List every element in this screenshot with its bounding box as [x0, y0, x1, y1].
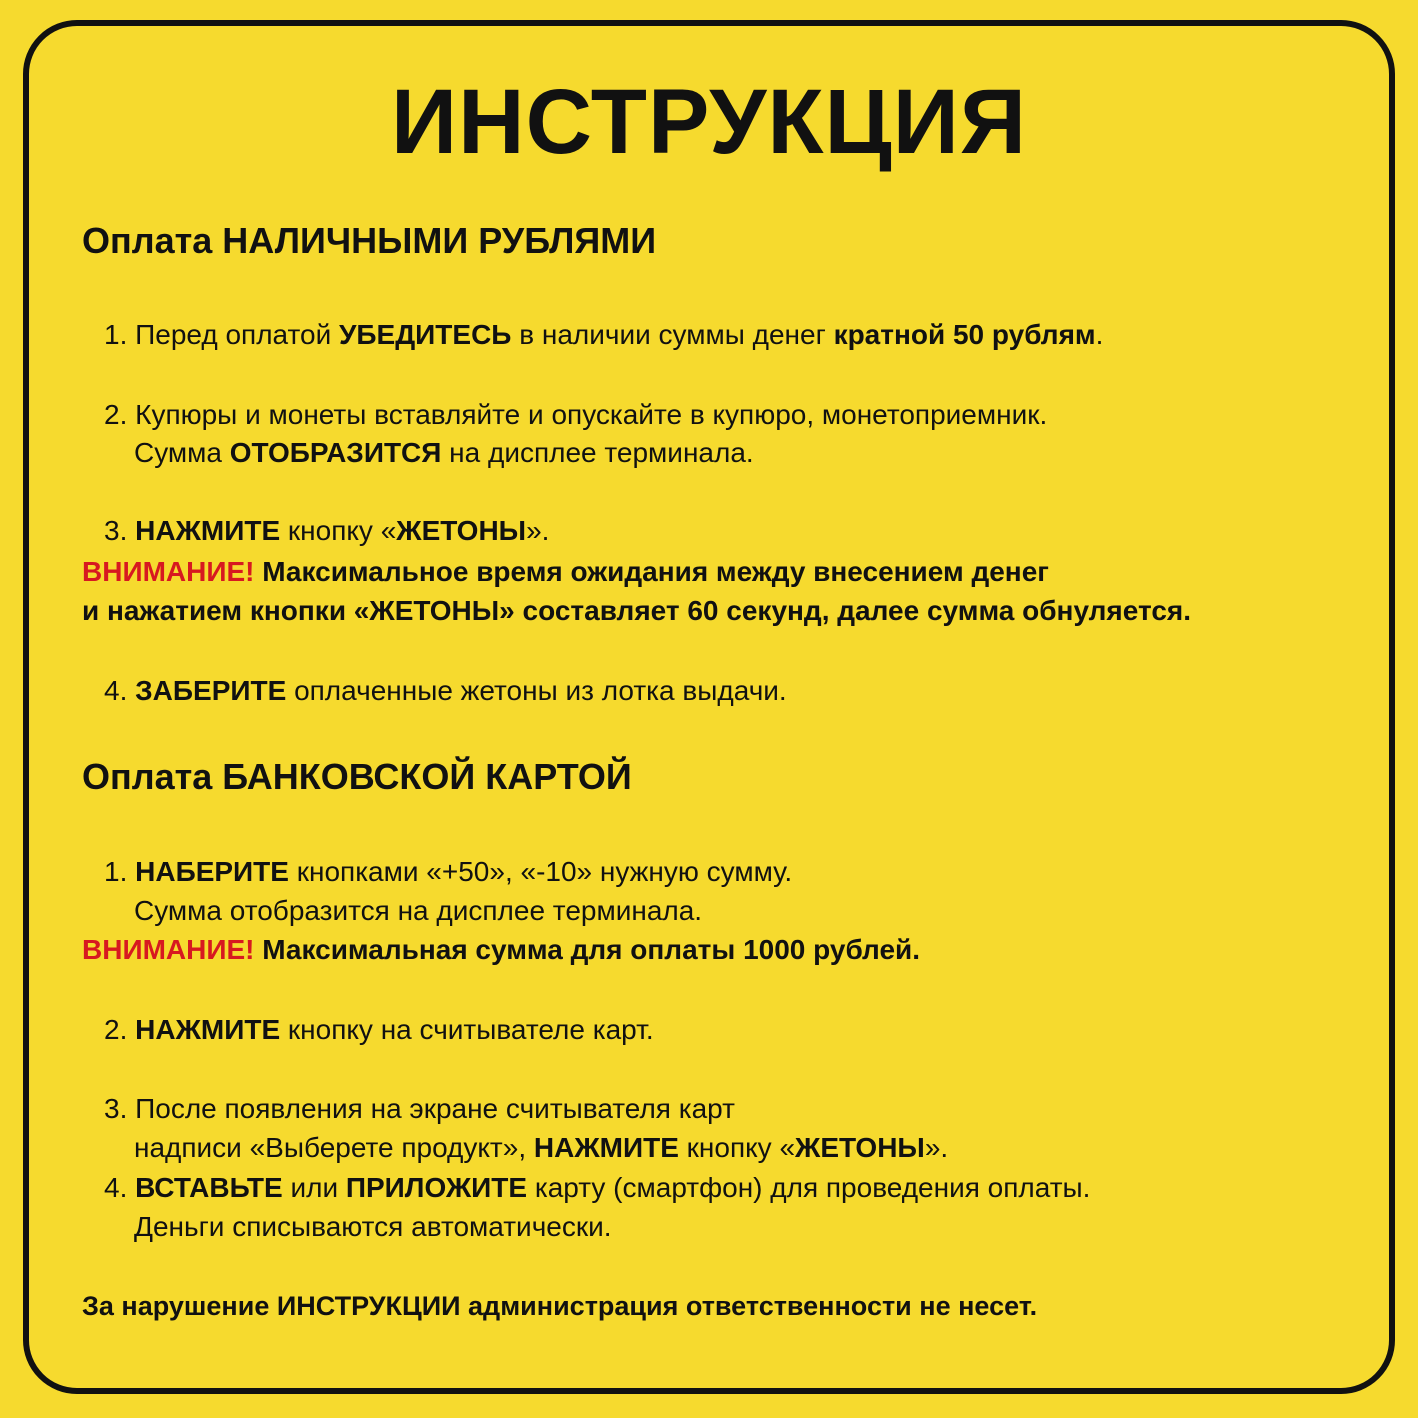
cash-step-1: 1. Перед оплатой УБЕДИТЕСЬ в наличии суммы денег кратной 50 рублям. — [104, 319, 1104, 350]
card-step-3-continued: надписи «Выберете продукт», НАЖМИТЕ кнопку «ЖЕТОНЫ». — [134, 1132, 949, 1163]
cash-step-2-continued: Сумма ОТОБРАЗИТСЯ на дисплее терминала. — [134, 437, 754, 468]
cash-step-3: 3. НАЖМИТЕ кнопку «ЖЕТОНЫ». — [104, 515, 550, 546]
card-step-3: 3. После появления на экране считывателя карт — [104, 1093, 735, 1124]
warning-label: ВНИМАНИЕ! — [82, 556, 255, 587]
card-step-1-continued: Сумма отобразится на дисплее терминала. — [134, 895, 703, 926]
footer-disclaimer: За нарушение ИНСТРУКЦИИ администрация ответственности не несет. — [82, 1291, 1038, 1321]
cash-section-heading: Оплата НАЛИЧНЫМИ РУБЛЯМИ — [82, 220, 657, 261]
card-section-heading: Оплата БАНКОВСКОЙ КАРТОЙ — [82, 756, 632, 797]
cash-warning: ВНИМАНИЕ! Максимальное время ожидания между внесением денег — [82, 556, 1049, 587]
card-warning: ВНИМАНИЕ! Максимальная сумма для оплаты 1000 рублей. — [82, 934, 921, 965]
warning-label: ВНИМАНИЕ! — [82, 934, 255, 965]
cash-step-4: 4. ЗАБЕРИТЕ оплаченные жетоны из лотка выдачи. — [104, 675, 787, 706]
card-step-2: 2. НАЖМИТЕ кнопку на считывателе карт. — [104, 1014, 654, 1045]
card-step-4-continued: Деньги списываются автоматически. — [134, 1211, 612, 1242]
card-step-4: 4. ВСТАВЬТЕ или ПРИЛОЖИТЕ карту (смартфон) для проведения оплаты. — [104, 1172, 1091, 1203]
card-step-1: 1. НАБЕРИТЕ кнопками «+50», «-10» нужную сумму. — [104, 856, 793, 887]
cash-step-2: 2. Купюры и монеты вставляйте и опускайте в купюро, монетоприемник. — [104, 399, 1048, 430]
cash-warning-continued: и нажатием кнопки «ЖЕТОНЫ» составляет 60 секунд, далее сумма обнуляется. — [82, 595, 1192, 626]
sign-title: ИНСТРУКЦИЯ — [391, 71, 1027, 173]
